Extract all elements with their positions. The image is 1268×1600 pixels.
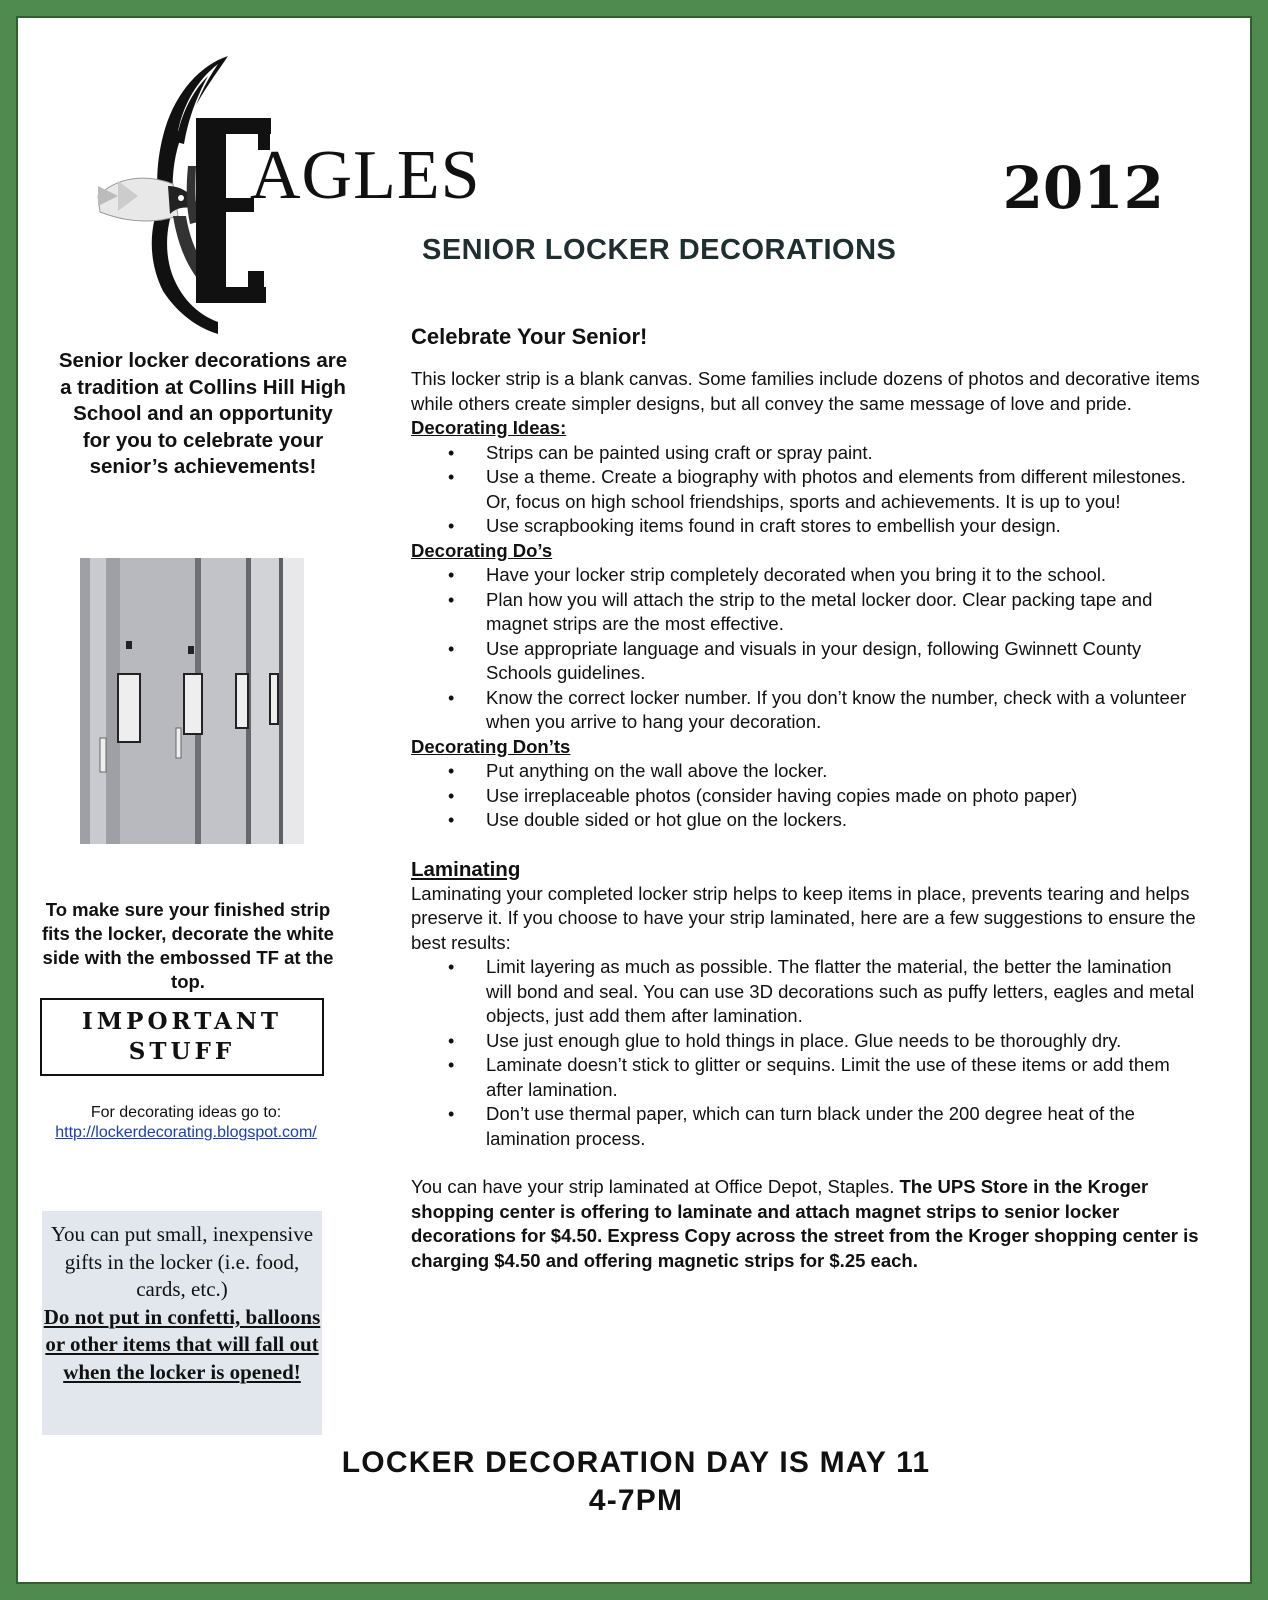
laminating-list xyxy=(411,955,1201,1151)
dos-heading: Decorating Do’s xyxy=(411,539,553,561)
list-item: • Don’t use thermal paper, which can turn black under the 200 degree heat of the lamination process. xyxy=(411,1102,1201,1151)
gift-text: You can put small, inexpensive gifts in the locker (i.e. food, cards, etc.) xyxy=(50,1222,314,1301)
donts-heading: Decorating Don’ts xyxy=(411,735,571,757)
flyer-page xyxy=(16,16,1252,1584)
logo-wordmark: AGLES xyxy=(250,137,481,214)
list-item: • Have your locker strip completely decorated when you bring it to the school. xyxy=(411,563,1201,588)
footer-line-2: 4-7PM xyxy=(588,1484,684,1517)
year-label: 2012 xyxy=(1002,154,1164,222)
laminating-intro: Laminating your completed locker strip helps to keep items in place, prevents tearing and helps preserve it. If you choose to have your strip laminated, here are a few suggestions to ensure the best results: xyxy=(411,882,1196,953)
donts-list xyxy=(411,759,1201,833)
important-line-2: STUFF xyxy=(128,1038,236,1065)
main-intro: This locker strip is a blank canvas. Some families include dozens of photos and decorative items while others create simpler designs, but all convey the same message of love and pride. xyxy=(411,368,1200,414)
dos-list xyxy=(411,563,1201,735)
list-item: • Use irreplaceable photos (consider having copies made on photo paper) xyxy=(411,784,1201,809)
page-title: SENIOR LOCKER DECORATIONS xyxy=(422,234,897,266)
where-to-laminate xyxy=(411,1175,1201,1273)
fit-note: To make sure your finished strip fits the locker, decorate the white side with the embossed TF at the top. xyxy=(42,899,334,992)
list-item: • Strips can be painted using craft or spray paint. xyxy=(411,441,1201,466)
ideas-list xyxy=(411,441,1201,539)
gift-warning: Do not put in confetti, balloons or other items that will fall out when the locker is opened! xyxy=(43,1304,321,1384)
ideas-prefix: For decorating ideas go to: xyxy=(90,1104,282,1121)
sidebar-intro: Senior locker decorations are a tradition at Collins Hill High School and an opportunity for you to celebrate your senior’s achievements! xyxy=(58,349,348,478)
footer-line-1: LOCKER DECORATION DAY IS MAY 11 xyxy=(341,1446,931,1479)
locker-photo-icon xyxy=(80,558,304,844)
ideas-link-block xyxy=(42,1103,330,1143)
list-item: • Limit layering as much as possible. The flatter the material, the better the lamination will bond and seal. You can use 3D decorations such as puffy letters, eagles and metal objects, just add them after lamination. xyxy=(411,955,1201,1029)
list-item: • Use double sided or hot glue on the lockers. xyxy=(411,808,1201,833)
list-item: • Know the correct locker number. If you don’t know the number, check with a volunteer when you arrive to hang your decoration. xyxy=(411,686,1201,735)
main-content xyxy=(411,323,1201,1273)
where-plain: You can have your strip laminated at Office Depot, Staples. xyxy=(411,1176,900,1197)
list-item: • Laminate doesn’t stick to glitter or sequins. Limit the use of these items or add them after lamination. xyxy=(411,1053,1201,1102)
gift-box xyxy=(42,1211,322,1435)
footer-announcement xyxy=(18,1444,1252,1520)
list-item: • Plan how you will attach the strip to the metal locker door. Clear packing tape and magnet strips are the most effective. xyxy=(411,588,1201,637)
main-heading: Celebrate Your Senior! xyxy=(411,324,648,349)
list-item: • Put anything on the wall above the locker. xyxy=(411,759,1201,784)
where-bold: The UPS Store in the Kroger shopping center is offering to laminate and attach magnet strips to senior locker decorations for $4.50. Express Copy across the street from the Kroger shopping center is charging $4.50 and offering magnetic strips for $.25 each. xyxy=(411,1176,1199,1271)
laminating-heading: Laminating xyxy=(411,857,521,881)
important-line-1: IMPORTANT xyxy=(81,1008,283,1035)
ideas-heading: Decorating Ideas: xyxy=(411,417,567,438)
important-stuff-box xyxy=(40,998,324,1076)
ideas-link[interactable]: http://lockerdecorating.blogspot.com/ xyxy=(55,1124,317,1141)
list-item: • Use appropriate language and visuals in your design, following Gwinnett County Schools guidelines. xyxy=(411,637,1201,686)
list-item: • Use just enough glue to hold things in place. Glue needs to be thoroughly dry. xyxy=(411,1029,1201,1054)
list-item: • Use a theme. Create a biography with photos and elements from different milestones. Or, focus on high school friendships, sports and achievements. It is up to you! xyxy=(411,465,1201,514)
list-item: • Use scrapbooking items found in craft stores to embellish your design. xyxy=(411,514,1201,539)
